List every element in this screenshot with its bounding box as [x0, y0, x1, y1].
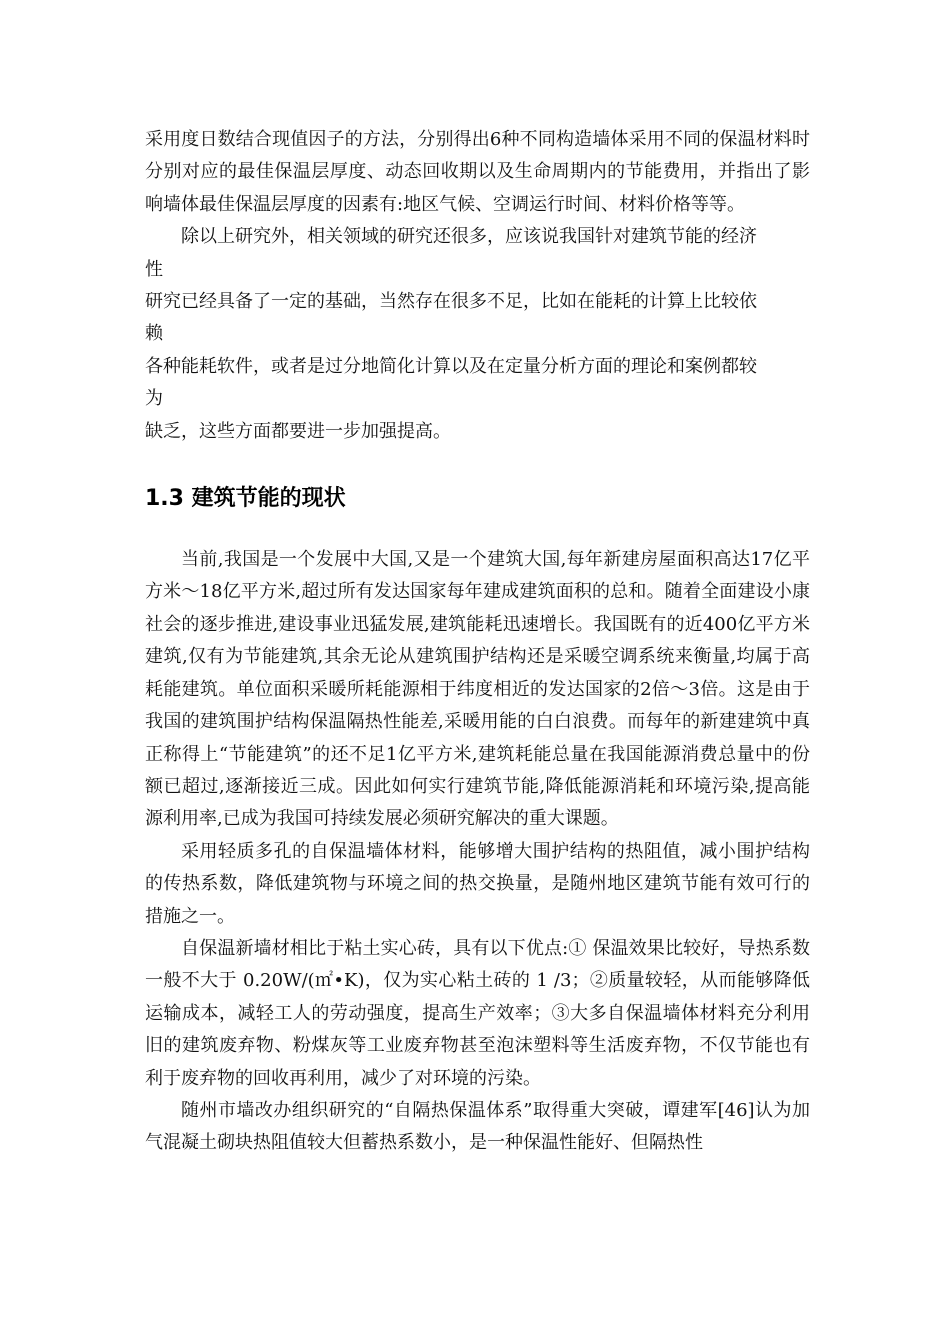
summary-line: 为: [145, 388, 163, 410]
summary-line: 各种能耗软件，或者是过分地简化计算以及在定量分析方面的理论和案例都较: [145, 355, 757, 377]
body-paragraph: 自保温新墙材相比于粘土实心砖，具有以下优点:① 保温效果比较好，导热系数一般不大于 0.20W/(㎡•K)，仅为实心粘土砖的 1 /3；②质量较轻，从而能够降低运输成本，减轻工人的劳动强度，提高生产效率；③大多自保温墙体材料充分利用旧的建筑废弃物、粉煤灰等工业废弃物甚至泡沫塑料等生活废弃物，不仅节能也有利于废弃物的回收再利用，减少了对环境的污染。: [145, 937, 810, 1089]
summary-line: 缺乏，这些方面都要进一步加强提高。: [145, 420, 451, 442]
summary-paragraph: [145, 221, 810, 448]
body-paragraph: 随州市墙改办组织研究的“自隔热保温体系”取得重大突破，谭建军[46]认为加气混凝土砌块热阻值较大但蓄热系数小，是一种保温性能好、但隔热性: [145, 1099, 810, 1154]
body-paragraph: 采用轻质多孔的自保温墙体材料，能够增大围护结构的热阻值，减小围护结构的传热系数，降低建筑物与环境之间的热交换量，是随州地区建筑节能有效可行的措施之一。: [145, 840, 810, 927]
summary-line: 研究已经具备了一定的基础，当然存在很多不足，比如在能耗的计算上比较依: [145, 291, 757, 313]
summary-line: 除以上研究外，相关领域的研究还很多，应该说我国针对建筑节能的经济: [181, 226, 757, 248]
intro-paragraph: 采用度日数结合现值因子的方法，分别得出6种不同构造墙体采用不同的保温材料时分别对应的最佳保温层厚度、动态回收期以及生命周期内的节能费用，并指出了影响墙体最佳保温层厚度的因素有:地区气候、空调运行时间、材料价格等等。: [145, 129, 810, 215]
summary-line: 性: [145, 258, 163, 280]
section-heading: 1.3 建筑节能的现状: [145, 486, 346, 512]
body-paragraph: 当前,我国是一个发展中大国,又是一个建筑大国,每年新建房屋面积高达17亿平方米～18亿平方米,超过所有发达国家每年建成建筑面积的总和。随着全面建设小康社会的逐步推进,建设事业迅猛发展,建筑能耗迅速增长。我国既有的近400亿平方米建筑,仅有为节能建筑,其余无论从建筑围护结构还是采暖空调系统来衡量,均属于高耗能建筑。单位面积采暖所耗能源相于纬度相近的发达国家的2倍～3倍。这是由于我国的建筑围护结构保温隔热性能差,采暖用能的白白浪费。而每年的新建建筑中真正称得上“节能建筑”的还不足1亿平方米,建筑耗能总量在我国能源消费总量中的份额已超过,逐渐接近三成。因此如何实行建筑节能,降低能源消耗和环境污染,提高能源利用率,已成为我国可持续发展必须研究解决的重大课题。: [145, 549, 810, 830]
summary-line: 赖: [145, 323, 163, 345]
document-page: [145, 124, 810, 1160]
